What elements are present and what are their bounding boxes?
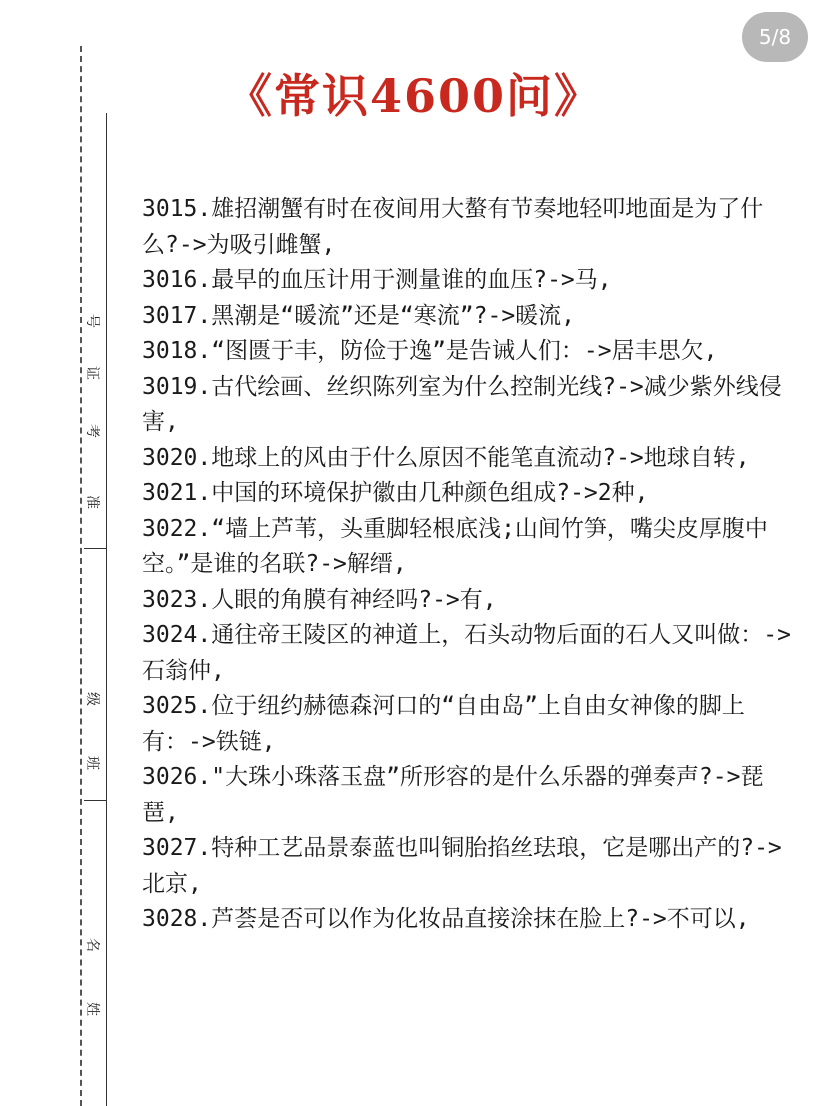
binding-solid-line bbox=[106, 113, 107, 1106]
exam-number-label-char: 证 bbox=[84, 366, 100, 380]
qa-item: 3024.通往帝王陵区的神道上，石头动物后面的石人又叫做：->石翁仲, bbox=[142, 622, 791, 684]
qa-item: 3019.古代绘画、丝织陈列室为什么控制光线?->减少紫外线侵害, bbox=[142, 373, 782, 435]
qa-item: 3015.雄招潮蟹有时在夜间用大螯有节奏地轻叩地面是为了什么?->为吸引雌蟹, bbox=[142, 196, 764, 258]
class-label-char: 级 bbox=[84, 692, 100, 706]
name-label-char: 姓 bbox=[84, 1002, 100, 1016]
page-counter: 5/8 bbox=[742, 12, 808, 62]
qa-item: 3016.最早的血压计用于测量谁的血压?->马, bbox=[142, 267, 612, 293]
class-field-line bbox=[84, 800, 106, 801]
exam-number-label-char: 号 bbox=[84, 314, 100, 328]
qa-item: 3023.人眼的角膜有神经吗?->有, bbox=[142, 586, 497, 613]
qa-item: 3027.特种工艺品景泰蓝也叫铜胎掐丝珐琅，它是哪出产的?->北京, bbox=[142, 835, 782, 897]
exam-number-label-char: 考 bbox=[84, 424, 100, 438]
qa-item: 3028.芦荟是否可以作为化妆品直接涂抹在脸上?->不可以, bbox=[142, 906, 750, 932]
qa-item: 3025.位于纽约赫德森河口的“自由岛”上自由女神像的脚上有：->铁链, bbox=[142, 693, 745, 755]
qa-item: 3022.“墙上芦苇，头重脚轻根底浅;山间竹笋，嘴尖皮厚腹中空。”是谁的名联?->解缙, bbox=[142, 515, 768, 577]
qa-item: 3017.黑潮是“暖流”还是“寒流”?->暖流, bbox=[142, 302, 576, 329]
qa-item: 3026."大珠小珠落玉盘”所形容的是什么乐器的弹奏声?->琵琶, bbox=[142, 764, 764, 826]
class-label-char: 班 bbox=[84, 756, 100, 770]
exam-number-label-char: 准 bbox=[84, 495, 100, 509]
exam-number-field-line bbox=[84, 548, 106, 549]
qa-list bbox=[142, 192, 792, 938]
qa-item: 3021.中国的环境保护徽由几种颜色组成?->2种, bbox=[142, 480, 649, 506]
qa-item: 3020.地球上的风由于什么原因不能笔直流动?->地球自转, bbox=[142, 444, 750, 471]
qa-item: 3018.“图匮于丰，防俭于逸”是告诫人们：->居丰思欠, bbox=[142, 338, 718, 364]
name-label-char: 名 bbox=[84, 938, 100, 952]
page-title: 《常识4600问》 bbox=[225, 69, 603, 123]
binding-dashed-line bbox=[80, 46, 82, 1106]
